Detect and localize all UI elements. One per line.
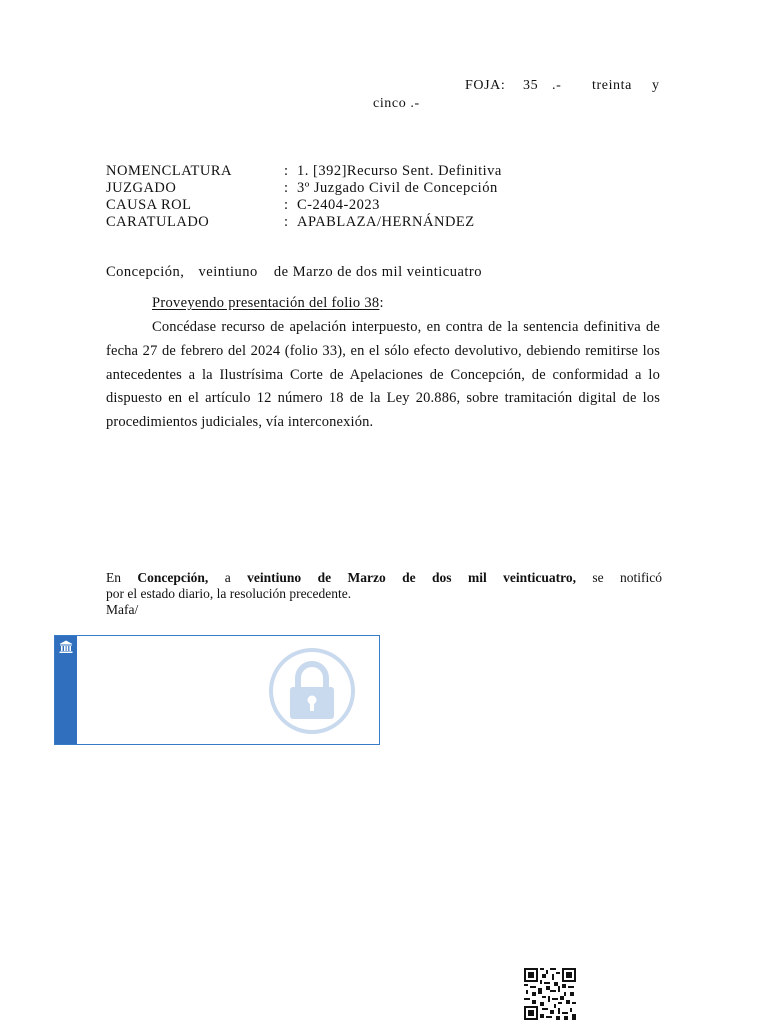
foja-word-y: y <box>652 78 660 93</box>
meta-colon: : <box>284 214 289 230</box>
notif-date-rest: de Marzo de dos mil veinticuatro, <box>317 570 576 585</box>
meta-colon: : <box>284 197 289 213</box>
heading-colon: : <box>379 295 384 311</box>
notif-a: a <box>224 570 231 585</box>
notif-en: En <box>106 570 121 585</box>
meta-key: NOMENCLATURA <box>106 163 233 179</box>
foja-dash: .- <box>552 78 562 93</box>
notification-block <box>106 570 662 618</box>
meta-value: 3º Juzgado Civil de Concepción <box>297 180 498 196</box>
qr-code-icon <box>524 968 576 1020</box>
meta-value: APABLAZA/HERNÁNDEZ <box>297 214 475 230</box>
lock-icon <box>268 647 356 735</box>
meta-value: 1. [392]Recurso Sent. Definitiva <box>297 163 502 179</box>
meta-colon: : <box>284 163 289 179</box>
signature-side-bar <box>55 636 77 744</box>
foja-continuation: cinco .- <box>373 96 420 111</box>
date-day: veintiuno <box>198 264 258 280</box>
notification-line-2: por el estado diario, la resolución precedente. <box>106 586 352 601</box>
meta-colon: : <box>284 180 289 196</box>
date-rest: de Marzo de dos mil veinticuatro <box>273 264 482 280</box>
foja-header <box>465 78 661 98</box>
resolution-paragraph: Concédase recurso de apelación interpuesto, en contra de la sentencia definitiva de fecha 27 de febrero del 2024 (folio 33), en el sólo efecto devolutivo, debiendo remitirse los antecedentes a la Ilustrísima Corte de Apelaciones de Concepción, de conformidad a lo dispuesto en el artículo 12 número 18 de la Ley 20.886, sobre tramitación digital de los procedimientos judiciales, vía interconexión. <box>106 319 660 431</box>
notification-line-1 <box>106 570 662 586</box>
courthouse-icon <box>58 639 74 655</box>
meta-key: CARATULADO <box>106 214 210 230</box>
foja-word-treinta: treinta <box>592 78 632 93</box>
meta-key: JUZGADO <box>106 180 177 196</box>
foja-number: 35 <box>523 78 539 93</box>
heading-text: Proveyendo presentación del folio 38 <box>152 295 380 311</box>
notif-day: veintiuno <box>247 570 302 585</box>
resolution-body <box>106 316 660 435</box>
notif-tail: se notificó <box>592 570 663 585</box>
foja-label: FOJA: <box>465 78 506 93</box>
notif-place: Concepción, <box>137 570 209 585</box>
date-place: Concepción, <box>106 264 185 280</box>
notification-initials: Mafa/ <box>106 602 139 617</box>
resolution-date <box>106 264 482 281</box>
electronic-signature-box <box>54 635 380 745</box>
meta-key: CAUSA ROL <box>106 197 192 213</box>
resolution-heading <box>152 295 384 312</box>
meta-value: C-2404-2023 <box>297 197 380 213</box>
